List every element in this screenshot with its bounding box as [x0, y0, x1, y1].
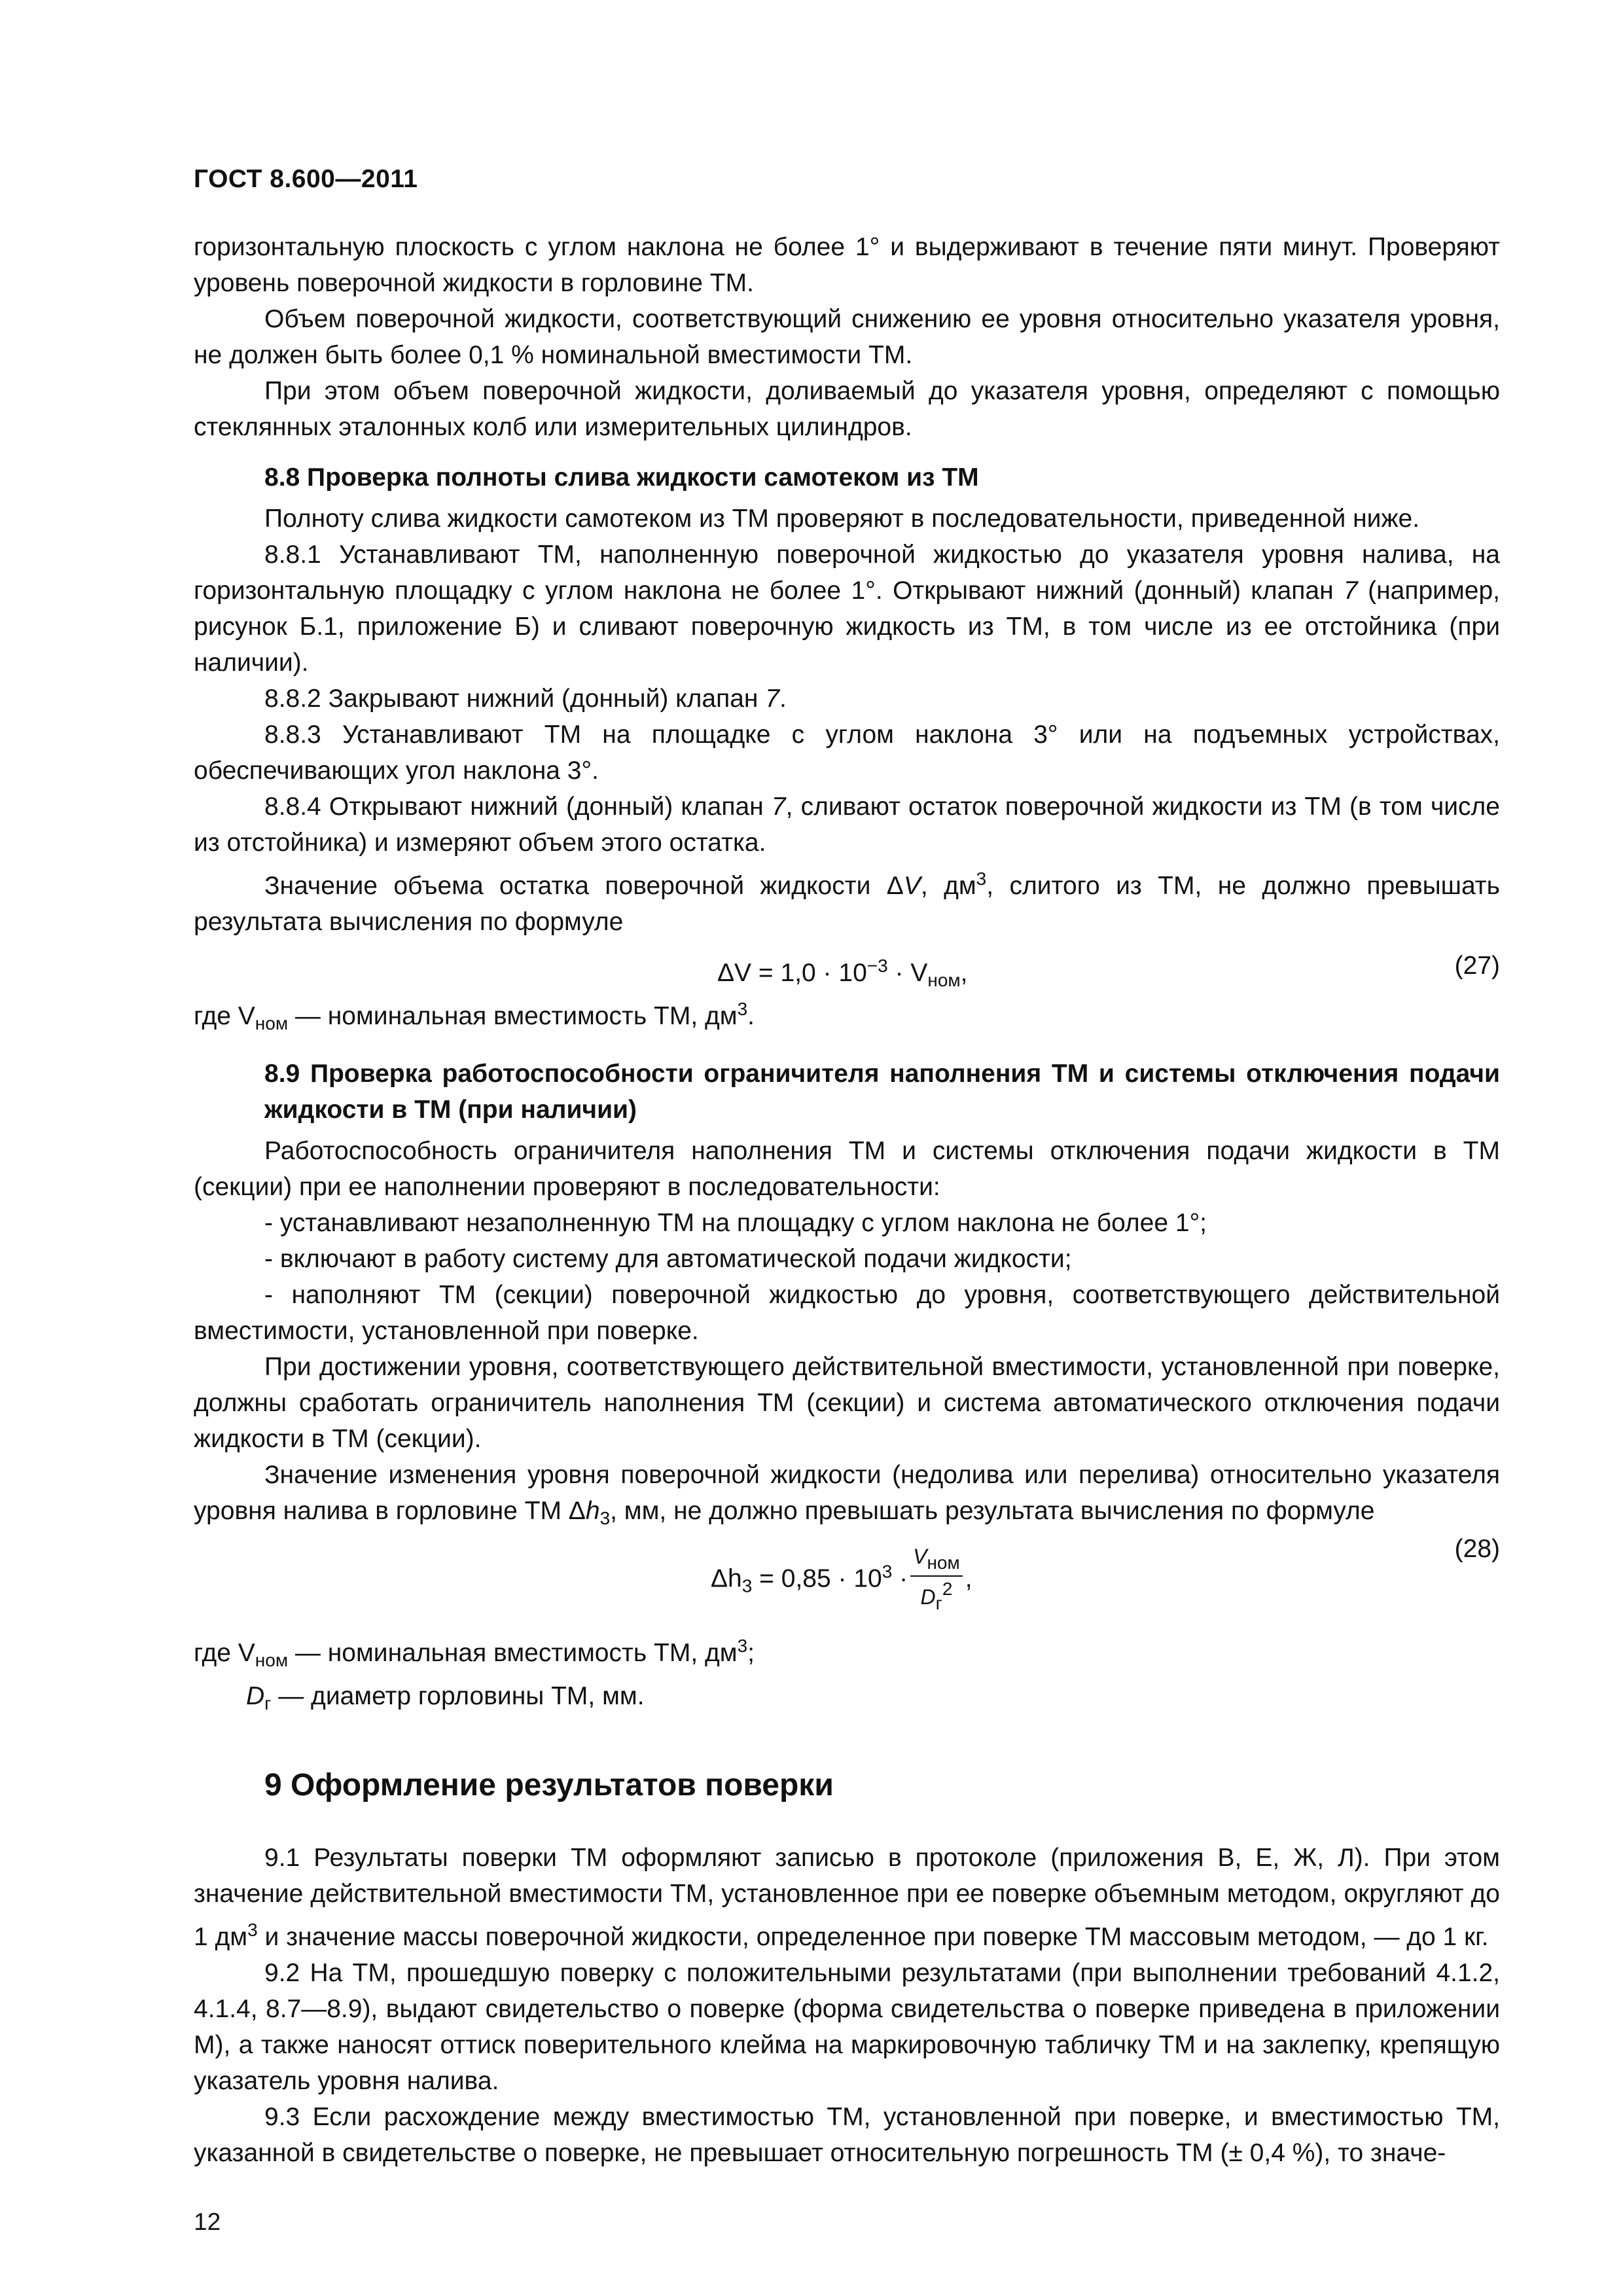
paragraph: Объем поверочной жидкости, соответствующий снижению ее уровня относительно указателя уровня, не должен быть более 0,1 % номинальной вместимости ТМ. [194, 305, 1500, 369]
section-heading-9: 9 Оформление результатов поверки [264, 1768, 834, 1803]
clause-8-8-1: 8.8.1 Устанавливают ТМ, наполненную поверочной жидкостью до указателя уровня налива, на горизонтальную площадку с углом наклона не более 1°. Открывают нижний (донный) клапан 7 (например, рисунок Б.1, приложение Б) и сливают поверочную жидкость из ТМ, в том числе из ее отстойника (при наличии). [194, 541, 1500, 677]
paragraph: Значение изменения уровня поверочной жидкости (недолива или перелива) относительно указателя уровня налива в горловине ТМ $\Delta h_3$, мм, не должно превышать результата вычисления по формуле [194, 1461, 1500, 1528]
page-number: 12 [194, 2208, 221, 2235]
clause-8-8-3: 8.8.3 Устанавливают ТМ на площадке с углом наклона 3° или на подъемных устройствах, обеспечивающих угол наклона 3°. [194, 721, 1500, 785]
list-item: - наполняют ТМ (секции) поверочной жидкостью до уровня, соответствующего действительной вместимости, установленной при поверке. [194, 1281, 1500, 1345]
formula-27 [194, 948, 1500, 990]
section-heading-8-9: 8.9 Проверка работоспособности ограничителя наполнения ТМ и системы отключения подачи жидкости в ТМ (при наличии) [264, 1060, 1500, 1124]
where-clause: где $V_{ном}$ — номинальная вместимость ТМ, $дм^3$. [194, 999, 755, 1033]
paragraph: При достижении уровня, соответствующего действительной вместимости, установленной при поверке, должны сработать ограничитель наполнения ТМ (секции) и система автоматического отключения подачи жидкости в ТМ (секции). [194, 1353, 1500, 1453]
where-clause: $D_г$ — диаметр горловины ТМ, мм. [246, 1682, 645, 1713]
where-clause: где $V_{ном}$ — номинальная вместимость ТМ, $дм^3$; [194, 1636, 755, 1670]
formula-28-expression: $\Delta h_3 = 0,85 \cdot 10^3$ · $\frac{V_{ном}}{D_г^2}$ , [711, 1544, 972, 1616]
paragraph: горизонтальную плоскость с углом наклона не более 1° и выдерживают в течение пяти минут. Проверяют уровень поверочной жидкости в горловине ТМ. [194, 233, 1500, 297]
list-item: - устанавливают незаполненную ТМ на площадку с углом наклона не более 1°; [264, 1209, 1207, 1237]
formula-28 [194, 1535, 1500, 1615]
list-item: - включают в работу систему для автоматической подачи жидкости; [264, 1245, 1072, 1273]
formula-27-number: (27) [1454, 952, 1500, 980]
formula-28-number: (28) [1454, 1535, 1500, 1563]
clause-9-2: 9.2 На ТМ, прошедшую поверку с положительными результатами (при выполнении требований 4.1.2, 4.1.4, 8.7—8.9), выдают свидетельство о поверке (форма свидетельства о поверке приведена в приложении М), а также наносят оттиск поверительного клейма на маркировочную табличку ТМ и на заклепку, крепящую указатель уровня налива. [194, 1959, 1500, 2095]
clause-8-8-2: 8.8.2 Закрывают нижний (донный) клапан 7. [264, 685, 787, 713]
clause-9-3: 9.3 Если расхождение между вместимостью ТМ, установленной при поверке, и вместимостью ТМ, указанной в свидетельстве о поверке, не превышает относительную погрешность ТМ (± 0,4 %), то значе- [194, 2103, 1500, 2167]
clause-9-1: 9.1 Результаты поверки ТМ оформляют записью в протоколе (приложения В, Е, Ж, Л). При этом значение действительной вместимости ТМ, установленное при ее поверке объемным методом, округляют до 1 $дм^3$ и значение массы поверочной жидкости, определенное при поверке ТМ массовым методом, — до 1 кг. [194, 1844, 1500, 1951]
clause-8-8-4: 8.8.4 Открывают нижний (донный) клапан 7, сливают остаток поверочной жидкости из ТМ (в том числе из отстойника) и измеряют объем этого остатка. [194, 793, 1500, 857]
paragraph: Полноту слива жидкости самотеком из ТМ проверяют в последовательности, приведенной ниже. [264, 505, 1420, 533]
document-body [194, 229, 1500, 2171]
formula-27-expression: $\Delta V = 1,0 \cdot 10^{-3} \cdot V_{ном}$, [717, 956, 968, 990]
section-heading-8-8: 8.8 Проверка полноты слива жидкости самотеком из ТМ [264, 463, 979, 492]
fraction: $\frac{V_{ном}}{D_г^2}$ [910, 1544, 963, 1616]
document-header: ГОСТ 8.600—2011 [194, 165, 418, 193]
paragraph: При этом объем поверочной жидкости, доливаемый до указателя уровня, определяют с помощью стеклянных эталонных колб или измерительных цилиндров. [194, 377, 1500, 441]
paragraph: Значение объема остатка поверочной жидкости ΔV, $дм^3$, слитого из ТМ, не должно превышать результата вычисления по формуле [194, 869, 1500, 936]
paragraph: Работоспособность ограничителя наполнения ТМ и системы отключения подачи жидкости в ТМ (секции) при ее наполнении проверяют в последовательности: [194, 1137, 1500, 1201]
